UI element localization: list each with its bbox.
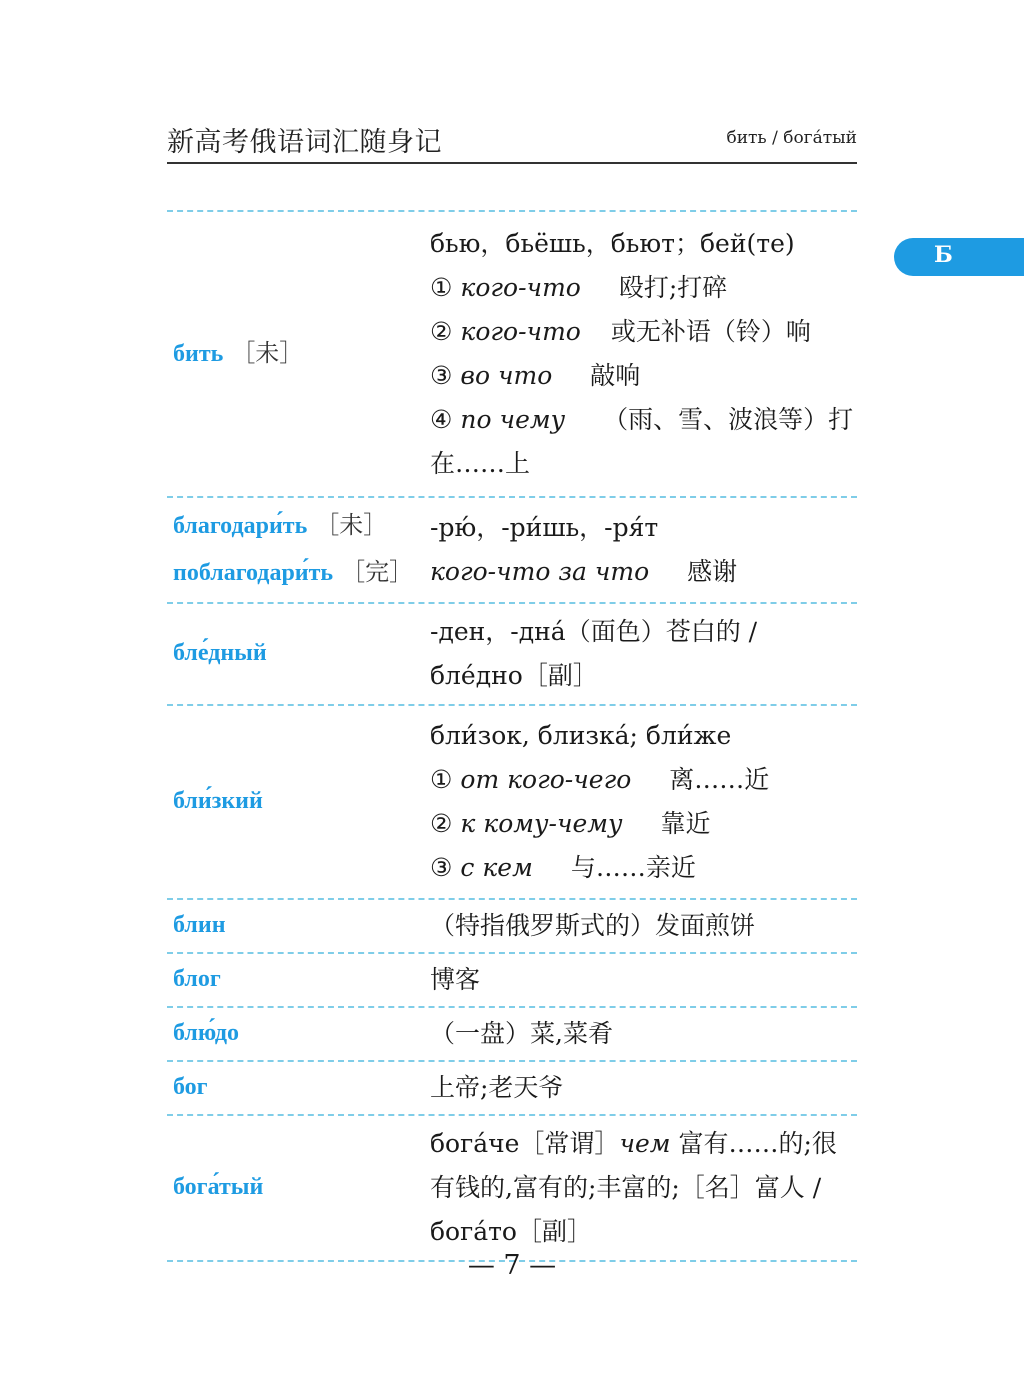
sense-line: ② к кому-чему 靠近 [430,809,711,838]
headword-cell [167,331,430,378]
definition-cell [430,706,857,898]
headword-cell [167,631,430,677]
headword-cell [167,1165,430,1211]
letter-index-tab [894,238,1024,276]
aspect-label: ［未］ [231,338,304,367]
headword: поблагодари́ть [173,560,334,586]
entry-bogatyy [167,1116,857,1262]
page-word-range: бить ∕ бога́тый [726,128,857,148]
definition-cell [430,1062,857,1114]
page-number: — 7 — [467,1250,557,1281]
page-header [167,118,857,164]
sense-line: ④ по чему （雨、雪、波浪等）打在……上 [430,405,854,478]
headword: блин [173,912,226,938]
entry-bog [167,1062,857,1116]
sense-line: ② кого-что 或无补语（铃）响 [430,317,811,346]
definition-text: （一盘）菜,菜肴 [430,1019,613,1048]
headword-cell [167,957,430,1003]
entry-blin [167,900,857,954]
headword-cell [167,779,430,825]
word-forms: -рю́，-ри́шь，-ря́т [430,513,659,542]
definition-cell [430,900,857,952]
entry-blyudo [167,1008,857,1062]
headword: бле́дный [173,640,267,666]
definition-cell [430,212,857,496]
sense-line: ① кого-что 殴打;打碎 [430,273,728,302]
headword-cell [167,903,430,949]
sense-line: ③ с кем 与……亲近 [430,853,696,882]
headword: блю́до [173,1020,239,1046]
headword: бли́зкий [173,788,263,814]
entry-blizkiy [167,706,857,900]
definition-cell [430,954,857,1006]
definition-text: （特指俄罗斯式的）发面煎饼 [430,911,756,940]
headword-cell [167,503,430,597]
definition-text: -ден，-дна́（面色）苍白的 ∕ бле́дно［副］ [430,617,758,690]
headword: бить [173,340,224,367]
aspect-label: ［完］ [341,558,414,586]
definition-text: 博客 [430,965,481,994]
word-forms: бли́зок, близка́; бли́же [430,721,732,750]
headword: благодари́ть [173,513,308,539]
definition-cell [430,498,857,602]
entry-blednyy [167,604,857,706]
headword: блог [173,966,221,992]
sense-line: ③ во что 敲响 [430,361,641,390]
headword: бог [173,1074,208,1100]
book-title: 新高考俄语词汇随身记 [167,127,442,158]
dictionary-table [167,210,857,1262]
aspect-label: ［未］ [315,511,388,539]
letter-index-label: Б [934,242,953,268]
entry-blog [167,954,857,1008]
definition-cell [430,604,857,704]
definition-text: 上帝;老天爷 [430,1073,564,1102]
headword-cell [167,1011,430,1057]
entry-bit [167,212,857,498]
sense-line: ① от кого-чего 离……近 [430,765,770,794]
headword-cell [167,1065,430,1111]
definition-cell [430,1116,857,1260]
word-forms: бью，бьёшь，бьют；бей(те) [430,229,795,258]
definition-text: бога́че［常谓］чем 富有……的;很有钱的,富有的;丰富的;［名］富人 ∕ бога́то［副］ [430,1129,837,1246]
definition-cell [430,1008,857,1060]
headword: бога́тый [173,1174,264,1200]
sense-line: кого-что за что 感谢 [430,557,738,586]
entry-blagodarit [167,498,857,604]
